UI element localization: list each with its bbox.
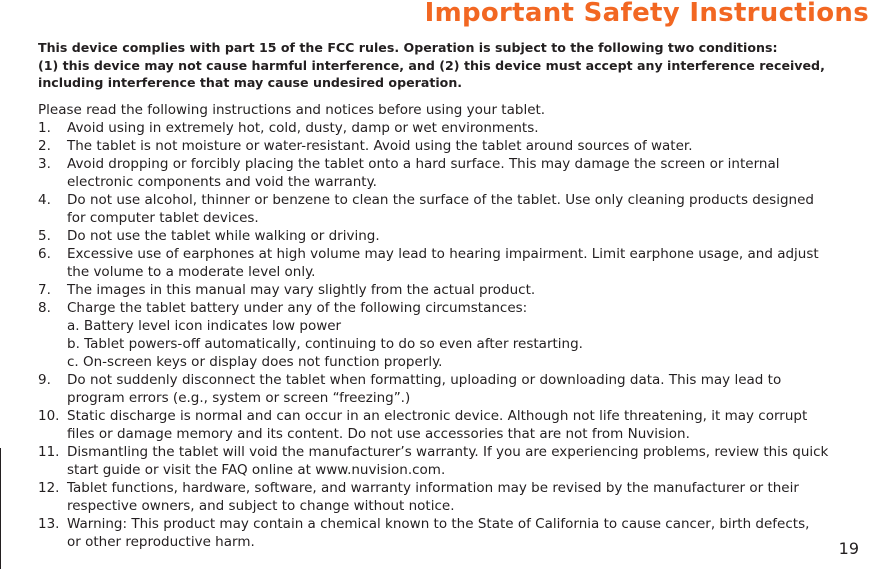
list-item: [38, 515, 871, 551]
list-item-line: Excessive use of earphones at high volume may lead to hearing impairment. Limit earphone usage, and adjust: [67, 246, 819, 262]
fcc-notice-line: including interference that may cause undesired operation.: [38, 75, 463, 90]
list-item: [38, 155, 871, 191]
list-item-line: The tablet is not moisture or water-resistant. Avoid using the tablet around sources of water.: [67, 138, 693, 154]
list-item-line: c. On-screen keys or display does not function properly.: [67, 354, 443, 370]
fcc-notice-line: (1) this device may not cause harmful interference, and (2) this device must accept any interference received,: [38, 57, 825, 73]
list-item-text: [67, 119, 871, 137]
list-item-line: Static discharge is normal and can occur in an electronic device. Although not life threatening, it may corrupt: [67, 408, 808, 424]
list-item-line: electronic components and void the warranty.: [67, 174, 377, 190]
list-item-text: [67, 281, 871, 299]
list-item-line: Do not use the tablet while walking or driving.: [67, 228, 380, 244]
list-item-line: Avoid using in extremely hot, cold, dusty, damp or wet environments.: [67, 120, 539, 136]
list-item-line: program errors (e.g., system or screen “freezing”.): [67, 390, 411, 406]
list-item-text: [67, 245, 871, 281]
list-item-number: 13.: [38, 516, 60, 532]
list-item-number: 11.: [38, 444, 60, 460]
list-item-number: 7.: [38, 282, 51, 298]
list-item: [38, 137, 871, 155]
list-item-text: [67, 299, 871, 371]
list-item-text: [67, 137, 871, 155]
list-item-line: start guide or visit the FAQ online at www.nuvision.com.: [67, 462, 446, 478]
list-item-number: 1.: [38, 120, 51, 136]
list-item-number: 5.: [38, 228, 51, 244]
instructions-list: [38, 119, 871, 551]
list-item: [38, 407, 871, 443]
list-item-text: [67, 227, 871, 245]
list-item-text: [67, 407, 871, 443]
list-item-line: a. Battery level icon indicates low power: [67, 318, 342, 334]
fcc-notice: [38, 39, 868, 92]
list-item-line: respective owners, and subject to change without notice.: [67, 498, 455, 514]
list-item: [38, 371, 871, 407]
list-item-number: 2.: [38, 138, 51, 154]
list-item-line: Warning: This product may contain a chemical known to the State of California to cause cancer, birth defects,: [67, 516, 810, 532]
list-item-text: [67, 371, 871, 407]
list-item-line: or other reproductive harm.: [67, 534, 255, 550]
list-item-text: [67, 443, 871, 479]
list-item-number: 6.: [38, 246, 51, 262]
list-item-line: Dismantling the tablet will void the manufacturer’s warranty. If you are experiencing problems, review this quick: [67, 444, 829, 460]
list-item-number: 9.: [38, 372, 51, 388]
list-item: [38, 281, 871, 299]
fcc-notice-line: This device complies with part 15 of the FCC rules. Operation is subject to the following two conditions:: [38, 40, 778, 55]
list-item: [38, 119, 871, 137]
list-item-line: files or damage memory and its content. Do not use accessories that are not from Nuvision.: [67, 426, 690, 442]
list-item-text: [67, 155, 871, 191]
page-number: 19: [838, 539, 859, 558]
list-item: [38, 191, 871, 227]
list-item: [38, 479, 871, 515]
list-item-number: 4.: [38, 192, 51, 208]
list-item-line: Charge the tablet battery under any of the following circumstances:: [67, 300, 528, 316]
list-item-number: 8.: [38, 300, 51, 316]
list-item-text: [67, 479, 871, 515]
intro-text: Please read the following instructions and notices before using your tablet.: [38, 102, 546, 118]
list-item-number: 12.: [38, 480, 60, 496]
list-item-line: for computer tablet devices.: [67, 210, 259, 226]
list-item-number: 3.: [38, 156, 51, 172]
list-item-line: the volume to a moderate level only.: [67, 264, 316, 280]
list-item-line: Tablet functions, hardware, software, and warranty information may be revised by the manufacturer or their: [67, 480, 799, 496]
list-item: [38, 443, 871, 479]
list-item-text: [67, 515, 871, 551]
left-margin-rule: [0, 448, 1, 569]
list-item-line: Do not use alcohol, thinner or benzene to clean the surface of the tablet. Use only cleaning products designed: [67, 192, 814, 208]
list-item: [38, 245, 871, 281]
list-item-line: Do not suddenly disconnect the tablet when formatting, uploading or downloading data. This may lead to: [67, 372, 782, 388]
list-item-line: b. Tablet powers-off automatically, continuing to do so even after restarting.: [67, 336, 583, 352]
list-item: [38, 227, 871, 245]
list-item-line: The images in this manual may vary slightly from the actual product.: [67, 282, 536, 298]
list-item-line: Avoid dropping or forcibly placing the tablet onto a hard surface. This may damage the screen or internal: [67, 156, 780, 172]
list-item-text: [67, 191, 871, 227]
list-item: [38, 299, 871, 371]
list-item-number: 10.: [38, 408, 60, 424]
page-title: Important Safety Instructions: [424, 0, 869, 28]
